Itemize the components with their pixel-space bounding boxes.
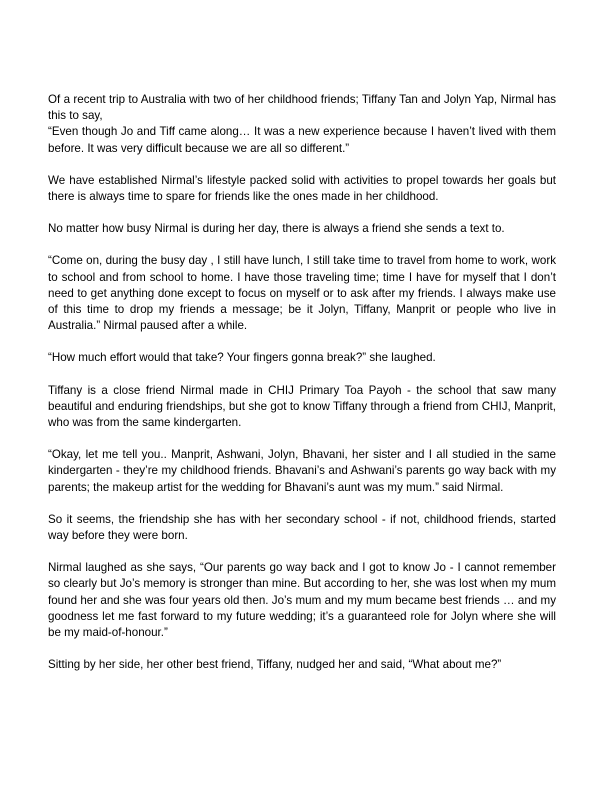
paragraph-quote: “Even though Jo and Tiff came along… It was a new experience because I haven’t lived with them before. It was very difficult because we are all so different.” [48,125,556,155]
paragraph-intro [48,92,556,157]
document-body [48,92,556,689]
paragraph: “Okay, let me tell you.. Manprit, Ashwani, Jolyn, Bhavani, her sister and I all studied in the same kindergarten - they’re my childhood friends. Bhavani’s and Ashwani’s parents go way back with my parents; the makeup artist for the wedding for Bhavani’s aunt was my mum.” said Nirmal. [48,448,556,494]
paragraph: Sitting by her side, her other best friend, Tiffany, nudged her and said, “What about me?” [48,658,502,672]
paragraph-line: Of a recent trip to Australia with two of her childhood friends; Tiffany Tan and Jolyn Yap, Nirmal has this to say, [48,93,556,123]
paragraph: We have established Nirmal’s lifestyle packed solid with activities to propel towards her goals but there is always time to spare for friends like the ones made in her childhood. [48,173,556,204]
paragraph: Nirmal laughed as she says, “Our parents go way back and I got to know Jo - I cannot remember so clearly but Jo’s memory is stronger than mine. But according to her, she was lost when my mum found her and she was four years old then. Jo’s mum and my mum became best friends … and my goodness let me fast forward to my future wedding; it’s a guaranteed role for Jolyn where she will be my maid-of-honour.” [48,561,556,640]
paragraph: “Come on, during the busy day , I still have lunch, I still take time to travel from home to work, work to school and from school to home. I have those traveling time; time I have for myself that I don’t need to get anything done except to focus on myself or to ask after my friends. I always make use of this time to drop my friends a message; be it Jolyn, Tiffany, Manprit or people who live in Australia.” Nirmal paused after a while. [48,254,556,333]
paragraph: “How much effort would that take? Your fingers gonna break?” she laughed. [48,351,436,365]
paragraph: So it seems, the friendship she has with her secondary school - if not, childhood friends, started way before they were born. [48,512,556,543]
paragraph: No matter how busy Nirmal is during her day, there is always a friend she sends a text to. [48,222,505,236]
paragraph: Tiffany is a close friend Nirmal made in CHIJ Primary Toa Payoh - the school that saw many beautiful and enduring friendships, but she got to know Tiffany through a friend from CHIJ, Manprit, who was from the same kindergarten. [48,383,556,430]
